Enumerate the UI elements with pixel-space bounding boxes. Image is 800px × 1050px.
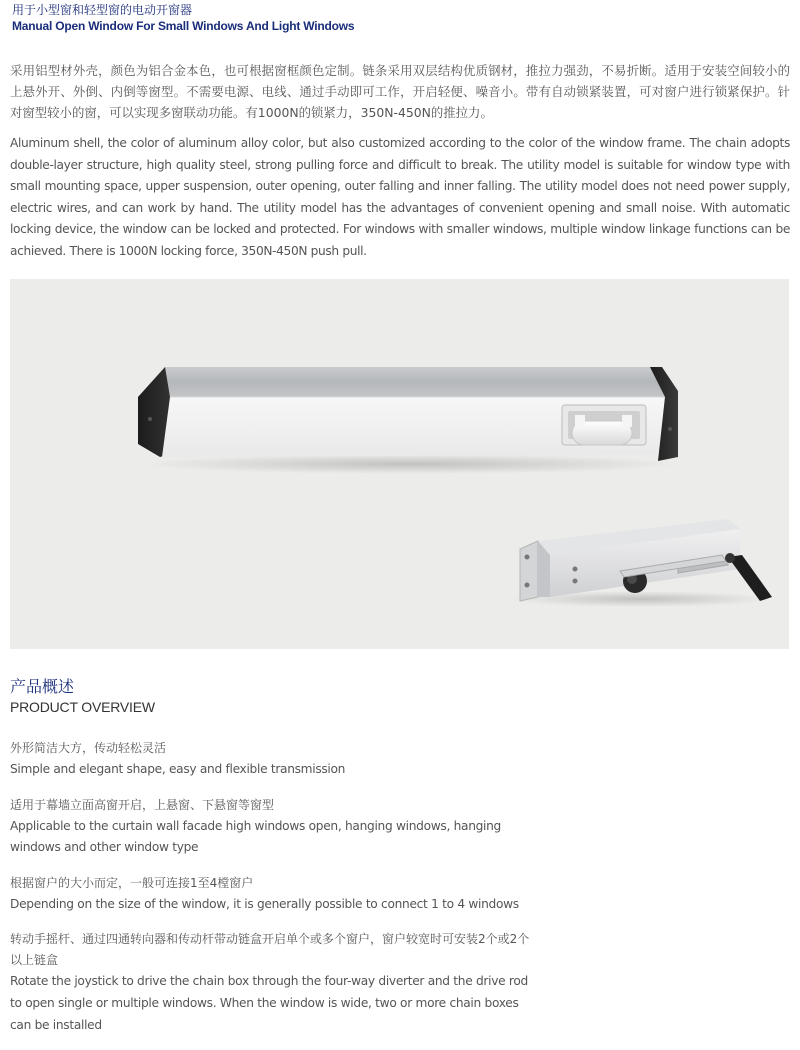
page-title-cn: 用于小型窗和轻型窗的电动开窗器: [12, 3, 193, 17]
hand-crank-unit: [510, 519, 772, 607]
feature-text-en: Simple and elegant shape, easy and flexible transmission: [10, 762, 346, 776]
overview-title-cn: 产品概述: [10, 677, 75, 696]
feature-text-cn: 适用于幕墙立面高窗开启，上悬窗、下悬窗等窗型: [10, 797, 275, 812]
feature-text-cn: 根据窗户的大小而定，一般可连接1至4樘窗户: [10, 875, 254, 890]
intro-paragraph-en: Aluminum shell, the color of aluminum alloy color, but also customized according to the color of the window frame. The chain adopts double-layer structure, high quality steel, strong pulling force and difficult to break. The utility model is suitable for window type with small mounting space, upper suspension, outer opening, outer falling and inner falling. The utility model does not need power supply, electric wires, and can work by hand. The utility model has the advantages of convenient opening and small noise. With automatic locking device, the window can be locked and protected. For windows with smaller windows, multiple window linkage functions can be achieved. There is 1000N locking force, 350N-450N push pull.: [10, 136, 790, 258]
feature-text-en: Rotate the joystick to drive the chain box through the four-way diverter and the drive rod to open single or multiple windows. When the window is wide, two or more chain boxes can be installed: [10, 974, 528, 1032]
chain-box-large: [138, 367, 680, 474]
overview-title-en: PRODUCT OVERVIEW: [10, 699, 155, 715]
intro-section: [10, 60, 790, 263]
feature-item: [10, 738, 530, 781]
feature-text-en: Depending on the size of the window, it is generally possible to connect 1 to 4 windows: [10, 896, 519, 911]
page-title-en: Manual Open Window For Small Windows And Light Windows: [12, 19, 355, 33]
product-image: [10, 279, 789, 649]
feature-text-cn: 转动手摇杆、通过四通转向器和传动杆带动链盒开启单个或多个窗户，窗户较宽时可安装2个或2个以上链盒: [10, 932, 530, 968]
feature-text-en: Applicable to the curtain wall facade high windows open, hanging windows, hanging windows and other window type: [10, 818, 501, 855]
feature-item: [10, 873, 530, 916]
page-header: [12, 2, 792, 34]
feature-item: [10, 929, 530, 1036]
intro-paragraph-cn: 采用铝型材外壳，颜色为铝合金本色，也可根据窗框颜色定制。链条采用双层结构优质钢材，推拉力强劲，不易折断。适用于安装空间较小的上悬外开、外倒、内倒等窗型。不需要电源、电线、通过手动即可工作，开启轻便、噪音小。带有自动锁紧装置，可对窗户进行锁紧保护。针对窗型较小的窗，可以实现多窗联动功能。有1000N的锁紧力，350N-450N的推拉力。: [10, 63, 790, 120]
product-overview-section: [10, 676, 530, 1050]
feature-text-cn: 外形简洁大方，传动轻松灵活: [10, 741, 167, 755]
feature-item: [10, 795, 530, 859]
window-opener-illustration: [10, 279, 789, 649]
